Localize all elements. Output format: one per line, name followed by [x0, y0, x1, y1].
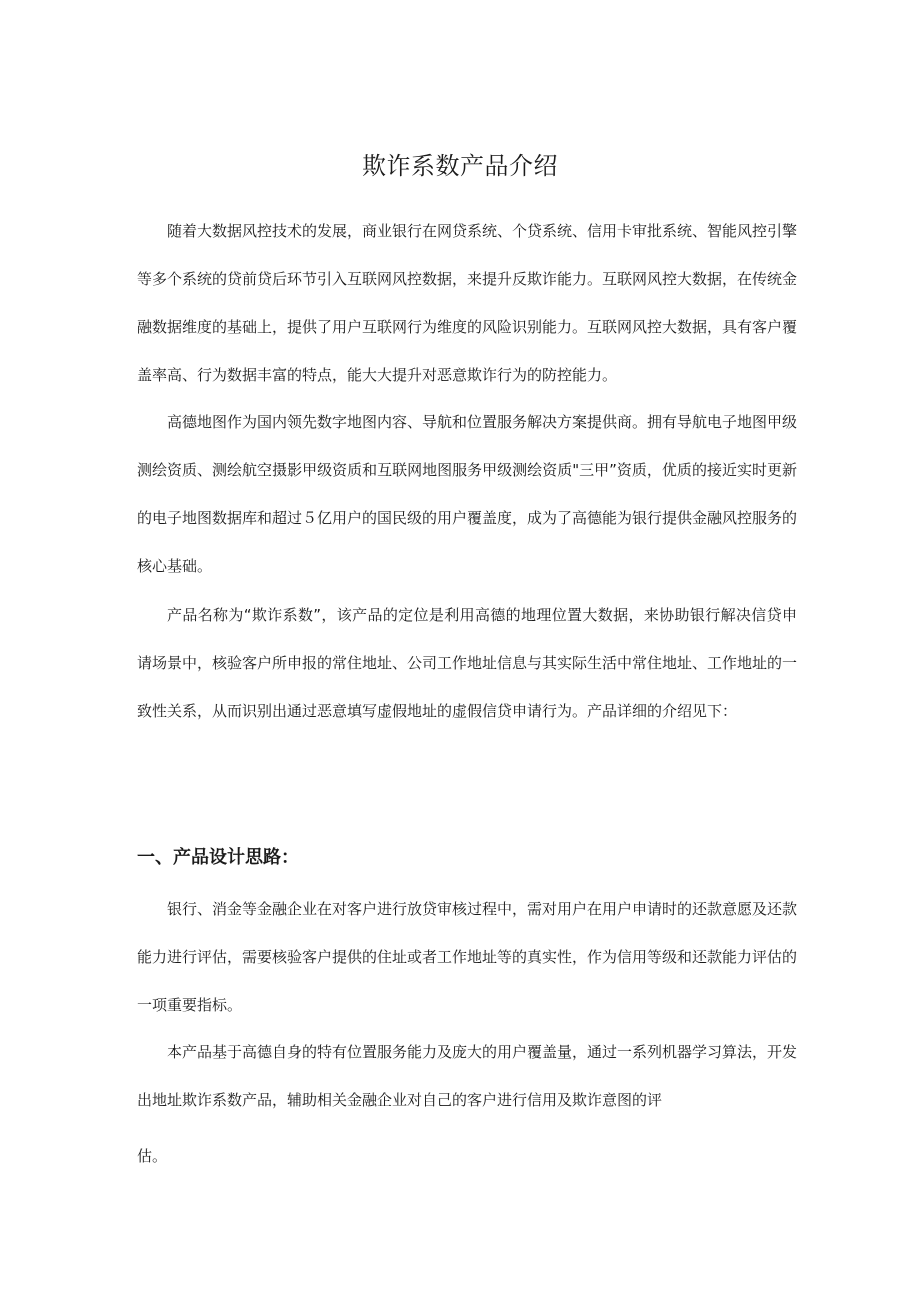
- section-heading-design-idea: 一、产品设计思路：: [137, 847, 299, 868]
- section-1-paragraph-2: 本产品基于高德自身的特有位置服务能力及庞大的用户覆盖量，通过一系列机器学习算法，开发出地址欺诈系数产品，辅助相关金融企业对自己的客户进行信用及欺诈意图的评: [137, 1043, 798, 1109]
- intro-paragraph-3: 产品名称为“欺诈系数”，该产品的定位是利用高德的地理位置大数据，来协助银行解决信贷申请场景中，核验客户所申报的常住地址、公司工作地址信息与其实际生活中常住地址、工作地址的一致性关系，从而识别出通过恶意填写虚假地址的虚假信贷申请行为。产品详细的介绍见下：: [137, 606, 798, 720]
- document-title: 欺诈系数产品介绍: [362, 152, 558, 180]
- intro-paragraph-1: 随着大数据风控技术的发展，商业银行在网贷系统、个贷系统、信用卡审批系统、智能风控引擎等多个系统的贷前贷后环节引入互联网风控数据，来提升反欺诈能力。互联网风控大数据，在传统金融数据维度的基础上，提供了用户互联网行为维度的风险识别能力。互联网风控大数据，具有客户覆盖率高、行为数据丰富的特点，能大大提升对恶意欺诈行为的防控能力。: [137, 222, 798, 384]
- section-1-paragraph-1: 银行、消金等金融企业在对客户进行放贷审核过程中，需对用户在用户申请时的还款意愿及还款能力进行评估，需要核验客户提供的住址或者工作地址等的真实性，作为信用等级和还款能力评估的一项重要指标。: [137, 900, 798, 1014]
- intro-paragraph-2: 高德地图作为国内领先数字地图内容、导航和位置服务解决方案提供商。拥有导航电子地图甲级测绘资质、测绘航空摄影甲级资质和互联网地图服务甲级测绘资质"三甲”资质，优质的接近实时更新的电子地图数据库和超过５亿用户的国民级的用户覆盖度，成为了高德能为银行提供金融风控服务的核心基础。: [137, 413, 798, 575]
- section-1-paragraph-2-trailing-line: 估。: [137, 1147, 168, 1165]
